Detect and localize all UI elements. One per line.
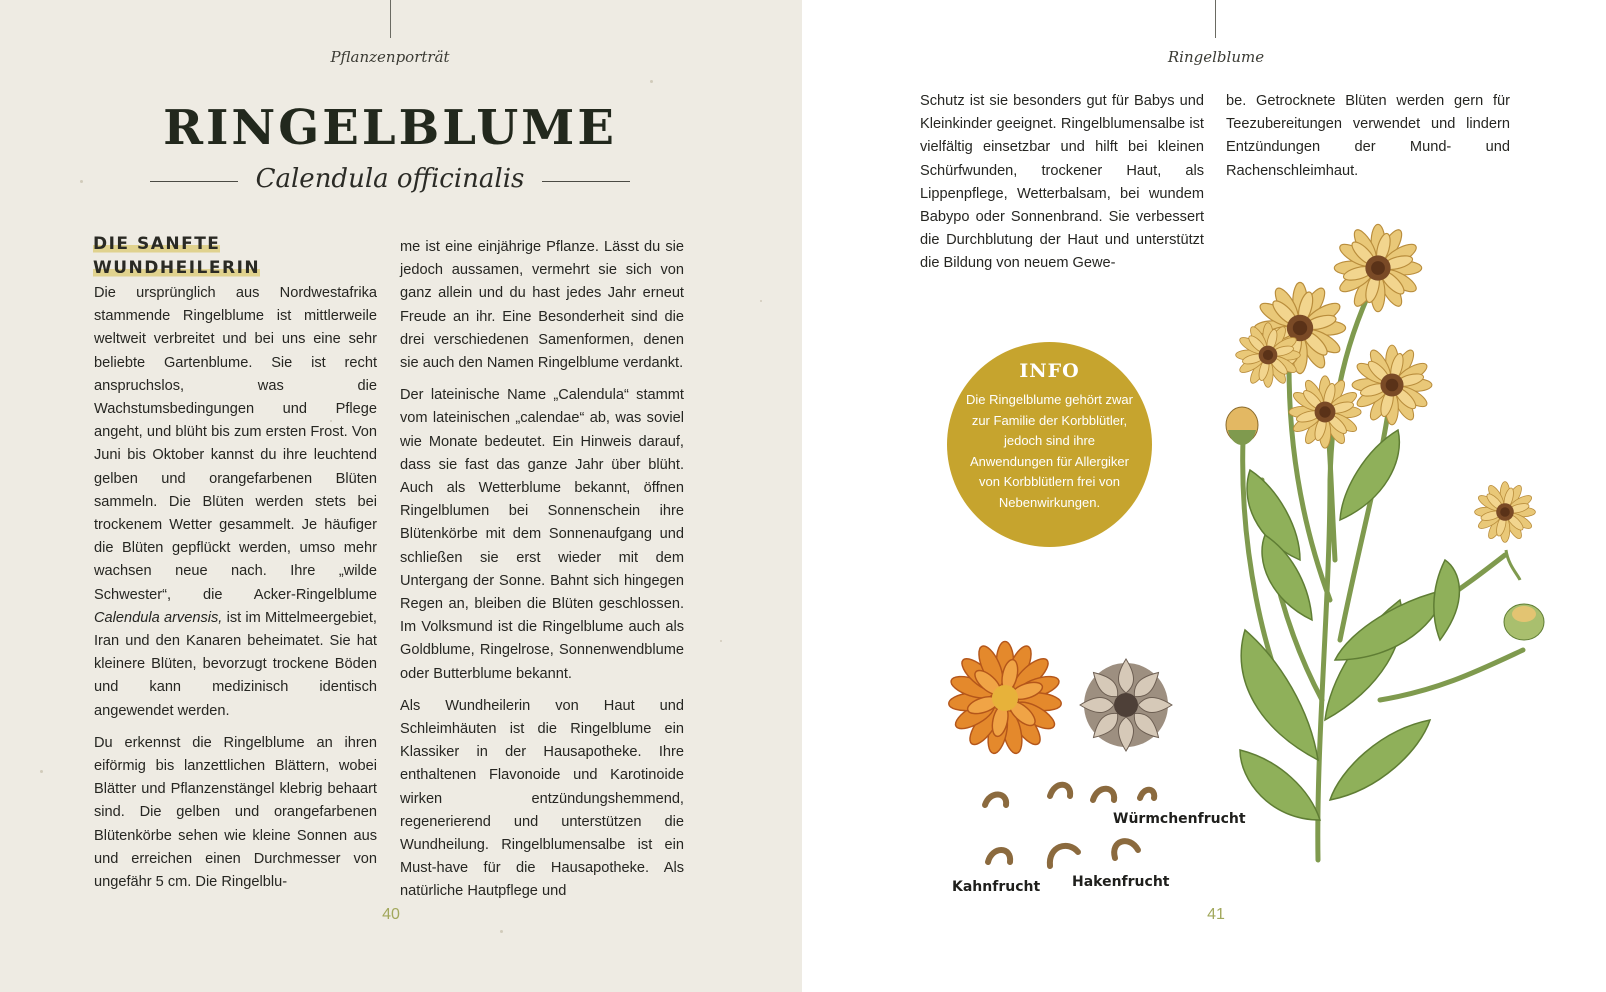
species-name: Calendula arvensis, bbox=[94, 609, 223, 626]
page-number: 41 bbox=[1207, 906, 1225, 923]
paragraph: Schutz ist sie besonders gut für Babys und Kleinkinder geeignet. Ringelblumensalbe ist vielfältig einsetzbar und hilft bei kleinen Schürfwunden, trockener Haut, als Lippenpflege, Wetterbalsam, bei wundem Babypo oder Sonnenbrand. Sie verbessert die Durchblutung der Haut und unterstützt die Bildung von neuem Gewe- bbox=[920, 93, 1204, 272]
info-callout bbox=[947, 342, 1152, 547]
seed-head-icon bbox=[1080, 659, 1172, 751]
label-hakenfrucht: Hakenfrucht bbox=[1072, 874, 1170, 890]
label-kahnfrucht: Kahnfrucht bbox=[952, 879, 1041, 895]
text-run: Die ursprünglich aus Nordwestafrika stammende Ringelblume ist mittlerweile weltweit verbreitet und bei uns eine sehr beliebte Gartenblume. Sie ist recht anspruchslos, was die Wachstumsbedingungen und Pflege angeht, und blüht bis zum ersten Frost. Von Juni bis Oktober kannst du ihre leuchtend gelben und orangefarbenen Blüten sammeln. Die Blüten werden stets bei trockenem Wetter gesammelt. Je häufiger die Blüten gepflückt werden, umso mehr wachsen neue nach. Ihre „wilde Schwester“, die Acker-Ringelblume bbox=[94, 285, 377, 603]
section-heading-line1: DIE SANFTE bbox=[93, 234, 221, 254]
paragraph: be. Getrocknete Blüten werden gern für Teezubereitungen verwendet und lindern Entzündungen der Mund- und Rachenschleimhaut. bbox=[1226, 93, 1510, 179]
paragraph: me ist eine einjährige Pflanze. Lässt du sie jedoch aussamen, vermehrt sie sich von ganz allein und du hast jedes Jahr erneut Freude an ihr. Eine Besonderheit sind die drei verschiedenen Samenformen, denen sie auch den Namen Ringelblume verdankt. bbox=[400, 239, 684, 372]
page-title: RINGELBLUME bbox=[163, 100, 617, 156]
flower-heads bbox=[1236, 224, 1536, 542]
paragraph: Du erkennst die Ringelblume an ihren eiförmig bis lanzettlichen Blättern, wobei Blätter und Pflanzenstängel klebrig behaart sind. Die gelben und orangefarbenen Blütenkörbe sehen wie kleine Sonnen aus und erreichen einen Durchmesser von ungefähr 5 cm. Die Ringelblu- bbox=[94, 734, 377, 891]
orange-flower-icon bbox=[948, 641, 1062, 755]
text-run: ist im Mittelmeergebiet, Iran und den Kanaren beheimatet. Sie hat kleinere Blüten, bevorzugt trockene Böden und kann medizinisch identisch angewendet werden. bbox=[94, 609, 377, 719]
label-wuermchenfrucht: Würmchenfrucht bbox=[1113, 811, 1246, 827]
running-head: Ringelblume bbox=[1167, 48, 1265, 66]
info-title: INFO bbox=[1019, 360, 1080, 382]
running-head: Pflanzenporträt bbox=[330, 48, 450, 66]
paragraph: Der lateinische Name „Calendula“ stammt vom lateinischen „calendae“ ab, was soviel wie Monate bedeutet. Ein Hinweis darauf, dass sie fast das ganze Jahr über blüht. Auch als Wetterblume bekannt, öffnen Ringelblumen bei Sonnenschein ihre Blütenkörbe mit dem Sonnenaufgang und schließen sie erst wieder mit dem Untergang der Sonne. Bahnt sich hingegen Regen an, bleiben die Blüten geschlossen. Im Volksmund ist die Ringelblume auch als Goldblume, Ringelrose, Sonnenwendblume oder Butterblume bekannt. bbox=[400, 387, 684, 682]
page-number: 40 bbox=[382, 906, 400, 923]
info-text: Die Ringelblume gehört zwar zur Familie der Korbblütler, jedoch sind ihre Anwendungen für Allergiker von Korbblütlern frei von Nebenwirkungen. bbox=[966, 392, 1133, 510]
paragraph: Als Wundheilerin von Haut und Schleimhäuten ist die Ringelblume ein Klassiker in der Hausapotheke. Ihre enthaltenen Flavonoide und Karotinoide wirken entzündungshemmend, regenerierend und unterstützen die Wundheilung. Ringelblumensalbe ist ein Must-have für die Hausapotheke. Als natürliche Hautpflege und bbox=[400, 697, 684, 900]
section-heading-line2: WUNDHEILERIN bbox=[93, 258, 261, 278]
plant-leaves bbox=[1240, 430, 1459, 820]
botanical-name: Calendula officinalis bbox=[255, 164, 525, 194]
